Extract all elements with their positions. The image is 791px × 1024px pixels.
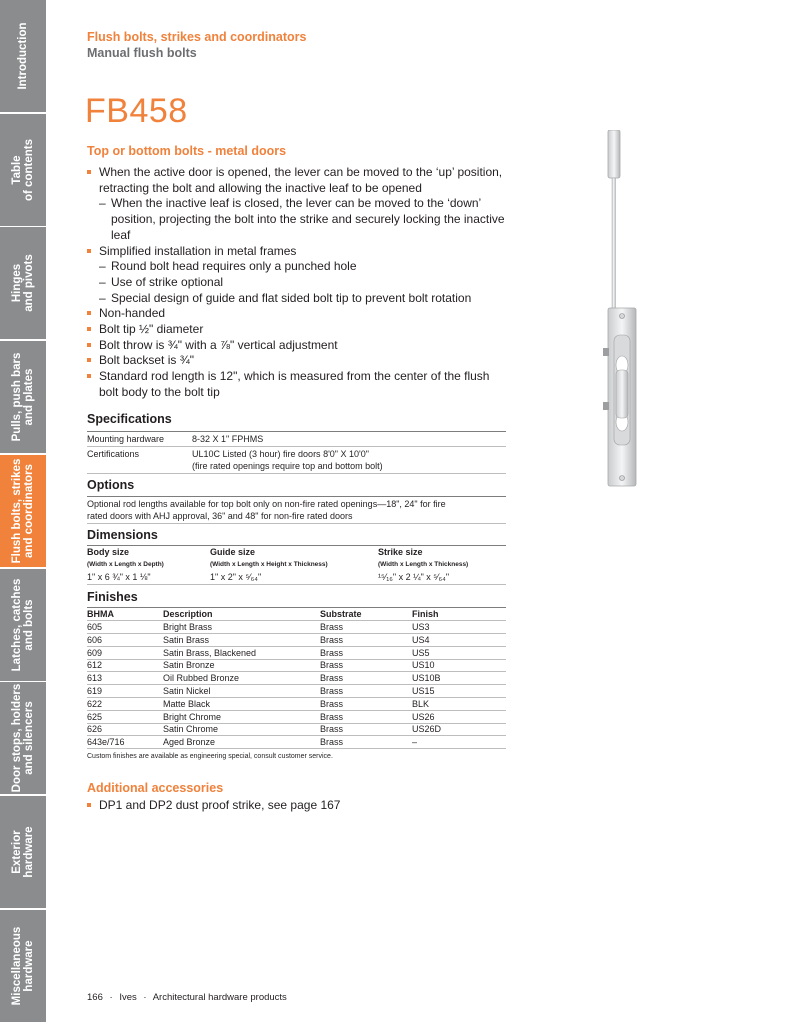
feature-text: Special design of guide and flat sided bolt tip to prevent bolt rotation bbox=[111, 290, 472, 305]
page-number: 166 bbox=[87, 992, 103, 1003]
table-row bbox=[87, 711, 506, 724]
feature-item bbox=[87, 338, 507, 354]
feature-item bbox=[87, 369, 507, 400]
sidebar-tab-label: Exterior hardware bbox=[11, 826, 35, 878]
footer-separator: · bbox=[143, 992, 147, 1003]
divider bbox=[87, 446, 506, 447]
accessory-text: DP1 and DP2 dust proof strike, see page 167 bbox=[99, 798, 341, 812]
table-cell: Aged Bronze bbox=[163, 737, 216, 748]
table-cell: Brass bbox=[320, 647, 344, 658]
dimension-head: Body size bbox=[87, 547, 130, 557]
dimension-subhead: (Width x Length x Height x Thickness) bbox=[210, 561, 328, 568]
table-cell: Brass bbox=[320, 698, 344, 709]
dimension-subhead: (Width x Length x Depth) bbox=[87, 561, 164, 568]
table-row bbox=[87, 621, 506, 634]
model-subtitle: Top or bottom bolts - metal doors bbox=[87, 144, 287, 158]
dash-icon: – bbox=[99, 274, 106, 289]
dash-icon: – bbox=[99, 290, 106, 305]
divider bbox=[87, 496, 506, 497]
sidebar-tab[interactable] bbox=[0, 682, 46, 796]
table-cell: Satin Brass bbox=[163, 634, 210, 645]
finishes-note: Custom finishes are available as engineering special, consult customer service. bbox=[87, 753, 333, 760]
sidebar-tab-label: Pulls, push bars and plates bbox=[11, 352, 35, 442]
spec-value-note: (fire rated openings require top and bottom bolt) bbox=[192, 461, 383, 471]
table-row bbox=[87, 647, 506, 660]
bullet-icon bbox=[87, 374, 91, 378]
table-cell: 626 bbox=[87, 724, 103, 735]
feature-text: Round bolt head requires only a punched hole bbox=[111, 259, 357, 274]
table-cell: Brass bbox=[320, 686, 344, 696]
options-text: rated doors with AHJ approval, 36" and 48" for non-fire rated doors bbox=[87, 511, 353, 521]
sidebar-tab[interactable] bbox=[0, 910, 46, 1024]
finishes-header-row bbox=[87, 608, 506, 621]
dimension-head: Strike size bbox=[378, 547, 423, 557]
column-header: Description bbox=[163, 609, 213, 619]
bullet-icon bbox=[87, 327, 91, 331]
accessories-heading: Additional accessories bbox=[87, 781, 224, 795]
divider bbox=[87, 545, 506, 546]
spec-label: Mounting hardware bbox=[87, 434, 165, 444]
table-cell: US15 bbox=[412, 686, 435, 696]
table-row bbox=[87, 634, 506, 647]
table-cell: 625 bbox=[87, 711, 103, 722]
dimension-value: 1" x 6 ¾" x 1 ⅛" bbox=[87, 572, 151, 582]
specifications-heading: Specifications bbox=[87, 412, 172, 426]
table-cell: 622 bbox=[87, 698, 103, 709]
feature-text: Bolt tip ½" diameter bbox=[99, 322, 204, 337]
divider bbox=[87, 523, 506, 524]
table-cell: US26 bbox=[412, 711, 435, 722]
model-number: FB458 bbox=[85, 92, 188, 130]
section-title: Flush bolts, strikes and coordinators bbox=[87, 30, 307, 44]
footer-brand: Ives bbox=[119, 992, 137, 1003]
table-cell: 605 bbox=[87, 622, 103, 632]
feature-subitem bbox=[87, 291, 507, 307]
feature-subitem bbox=[87, 275, 507, 291]
table-cell: Matte Black bbox=[163, 698, 211, 709]
feature-text: When the active door is opened, the lever can be moved to the ‘up’ position, retracting the bolt and allowing the inactive leaf to be opened bbox=[99, 165, 503, 195]
column-header: BHMA bbox=[87, 609, 114, 619]
dash-icon: – bbox=[99, 196, 106, 211]
bullet-icon bbox=[87, 249, 91, 253]
table-cell: Bright Brass bbox=[163, 622, 213, 632]
table-cell: US26D bbox=[412, 724, 442, 735]
table-cell: 612 bbox=[87, 660, 103, 671]
feature-text: Non-handed bbox=[99, 306, 166, 321]
bullet-icon bbox=[87, 358, 91, 362]
sidebar-tab-label: Latches, catches and bolts bbox=[11, 578, 35, 672]
table-cell: Satin Brass, Blackened bbox=[163, 647, 257, 658]
divider bbox=[87, 584, 506, 585]
table-cell: Brass bbox=[320, 724, 344, 735]
table-cell: Brass bbox=[320, 634, 344, 645]
table-cell: US10 bbox=[412, 660, 435, 671]
table-cell: Satin Nickel bbox=[163, 686, 211, 696]
table-cell: 613 bbox=[87, 673, 103, 684]
sidebar-tab-label: Hinges and pivots bbox=[11, 254, 35, 312]
table-row bbox=[87, 723, 506, 736]
table-cell: US4 bbox=[412, 634, 430, 645]
table-cell: Brass bbox=[320, 737, 344, 748]
page-footer bbox=[87, 992, 291, 1003]
section-subtitle: Manual flush bolts bbox=[87, 46, 197, 60]
sidebar-tab[interactable] bbox=[0, 114, 46, 228]
dash-icon: – bbox=[99, 259, 106, 274]
sidebar-tab[interactable] bbox=[0, 455, 46, 569]
table-cell: – bbox=[412, 737, 418, 748]
feature-item bbox=[87, 322, 507, 338]
feature-item bbox=[87, 306, 507, 322]
feature-text: Simplified installation in metal frames bbox=[99, 243, 297, 258]
table-cell: US10B bbox=[412, 673, 441, 684]
feature-list bbox=[87, 165, 507, 401]
feature-text: When the inactive leaf is closed, the lever can be moved to the ‘down’ position, projecting the bolt into the strike and securely locking the inactive leaf bbox=[111, 196, 505, 242]
table-cell: US3 bbox=[412, 622, 430, 632]
feature-text: Standard rod length is 12", which is measured from the center of the flush bolt body to the bolt tip bbox=[99, 369, 490, 399]
flush-bolt-product-image bbox=[586, 130, 646, 490]
table-cell: Bright Chrome bbox=[163, 711, 222, 722]
feature-item bbox=[87, 244, 507, 260]
column-header: Finish bbox=[412, 609, 439, 619]
table-cell: 643e/716 bbox=[87, 737, 125, 748]
feature-subitem bbox=[87, 196, 507, 243]
table-row bbox=[87, 685, 506, 698]
sidebar-tab[interactable] bbox=[0, 0, 46, 114]
sidebar-tab-label: Miscellaneous hardware bbox=[11, 926, 35, 1006]
sidebar-tab[interactable] bbox=[0, 569, 46, 683]
spec-value: 8-32 X 1" FPHMS bbox=[192, 434, 264, 444]
bullet-icon bbox=[87, 311, 91, 315]
table-cell: Brass bbox=[320, 660, 344, 671]
divider bbox=[87, 473, 506, 474]
table-cell: Oil Rubbed Bronze bbox=[163, 673, 240, 684]
dimension-value: ¹⁵⁄₁₆" x 2 ¼" x ⁵⁄₆₄" bbox=[378, 572, 450, 582]
table-cell: 606 bbox=[87, 634, 103, 645]
table-cell: 609 bbox=[87, 647, 103, 658]
sidebar-tab-label: Table of contents bbox=[11, 139, 35, 201]
feature-subitem bbox=[87, 259, 507, 275]
dimensions-heading: Dimensions bbox=[87, 528, 158, 542]
table-cell: Brass bbox=[320, 673, 344, 684]
table-cell: US5 bbox=[412, 647, 430, 658]
table-cell: BLK bbox=[412, 698, 430, 709]
table-cell: Brass bbox=[320, 622, 344, 632]
footer-separator: · bbox=[109, 992, 113, 1003]
bullet-icon bbox=[87, 803, 91, 807]
table-cell: Satin Chrome bbox=[163, 724, 219, 735]
feature-item bbox=[87, 165, 507, 196]
spec-label: Certifications bbox=[87, 449, 140, 459]
spec-value: UL10C Listed (3 hour) fire doors 8'0" X 10'0" bbox=[192, 449, 369, 459]
sidebar-tab-label: Flush bolts, strikes and coordinators bbox=[11, 458, 35, 564]
sidebar-tab-label: Introduction bbox=[17, 22, 29, 90]
table-row bbox=[87, 659, 506, 672]
bullet-icon bbox=[87, 343, 91, 347]
feature-text: Bolt throw is ¾" with a ⅞" vertical adjustment bbox=[99, 337, 338, 352]
table-cell: Brass bbox=[320, 711, 344, 722]
table-row bbox=[87, 672, 506, 685]
feature-text: Use of strike optional bbox=[111, 274, 224, 289]
options-heading: Options bbox=[87, 478, 135, 492]
dimension-subhead: (Width x Length x Thickness) bbox=[378, 561, 469, 568]
column-header: Substrate bbox=[320, 609, 362, 619]
sidebar-tab[interactable] bbox=[0, 341, 46, 455]
sidebar-tab-label: Door stops, holders and silencers bbox=[11, 683, 35, 793]
table-row bbox=[87, 736, 506, 749]
options-text: Optional rod lengths available for top bolt only on non-fire rated openings—18", 24" for fire bbox=[87, 499, 446, 509]
feature-text: Bolt backset is ¾" bbox=[99, 353, 194, 368]
sidebar-tab[interactable] bbox=[0, 227, 46, 341]
sidebar-nav bbox=[0, 0, 46, 1024]
divider bbox=[87, 431, 506, 432]
table-cell: 619 bbox=[87, 686, 103, 696]
bullet-icon bbox=[87, 170, 91, 174]
footer-product-line: Architectural hardware products bbox=[152, 992, 287, 1003]
dimension-value: 1" x 2" x ⁵⁄₆₄" bbox=[210, 572, 262, 582]
sidebar-tab[interactable] bbox=[0, 796, 46, 910]
finishes-heading: Finishes bbox=[87, 590, 138, 604]
accessory-item bbox=[87, 798, 340, 812]
table-row bbox=[87, 698, 506, 711]
dimension-head: Guide size bbox=[210, 547, 256, 557]
feature-item bbox=[87, 353, 507, 369]
table-cell: Satin Bronze bbox=[163, 660, 215, 671]
